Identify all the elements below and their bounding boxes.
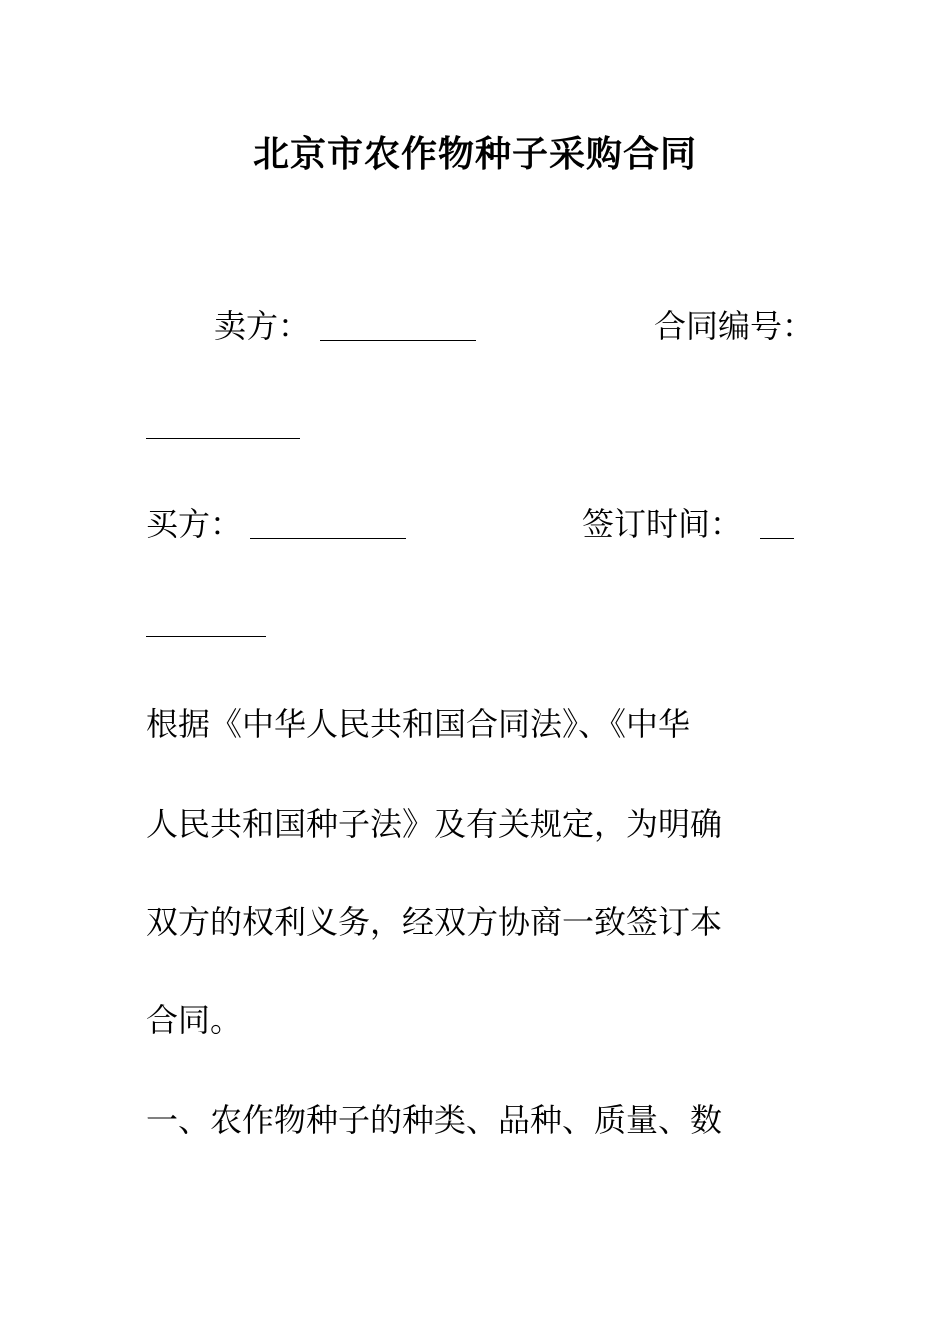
body-line: 双方的权利义务，经双方协商一致签订本	[146, 903, 723, 941]
document-title: 北京市农作物种子采购合同	[252, 133, 697, 175]
sign-time-blank-start[interactable]	[760, 538, 794, 539]
body-line: 根据《中华人民共和国合同法》、《中华	[146, 705, 691, 743]
contract-no-label: 合同编号：	[654, 307, 815, 345]
buyer-label: 买方：	[146, 505, 243, 543]
sign-time-label: 签订时间：	[582, 505, 743, 543]
body-line: 合同。	[146, 1001, 243, 1039]
seller-label: 卖方：	[214, 307, 311, 345]
seller-blank[interactable]	[320, 340, 476, 341]
body-line: 人民共和国种子法》及有关规定，为明确	[146, 805, 723, 843]
sign-time-blank-end[interactable]	[146, 636, 266, 637]
buyer-blank[interactable]	[250, 538, 406, 539]
contract-no-blank[interactable]	[146, 438, 300, 439]
body-line: 一、农作物种子的种类、品种、质量、数	[146, 1101, 723, 1139]
